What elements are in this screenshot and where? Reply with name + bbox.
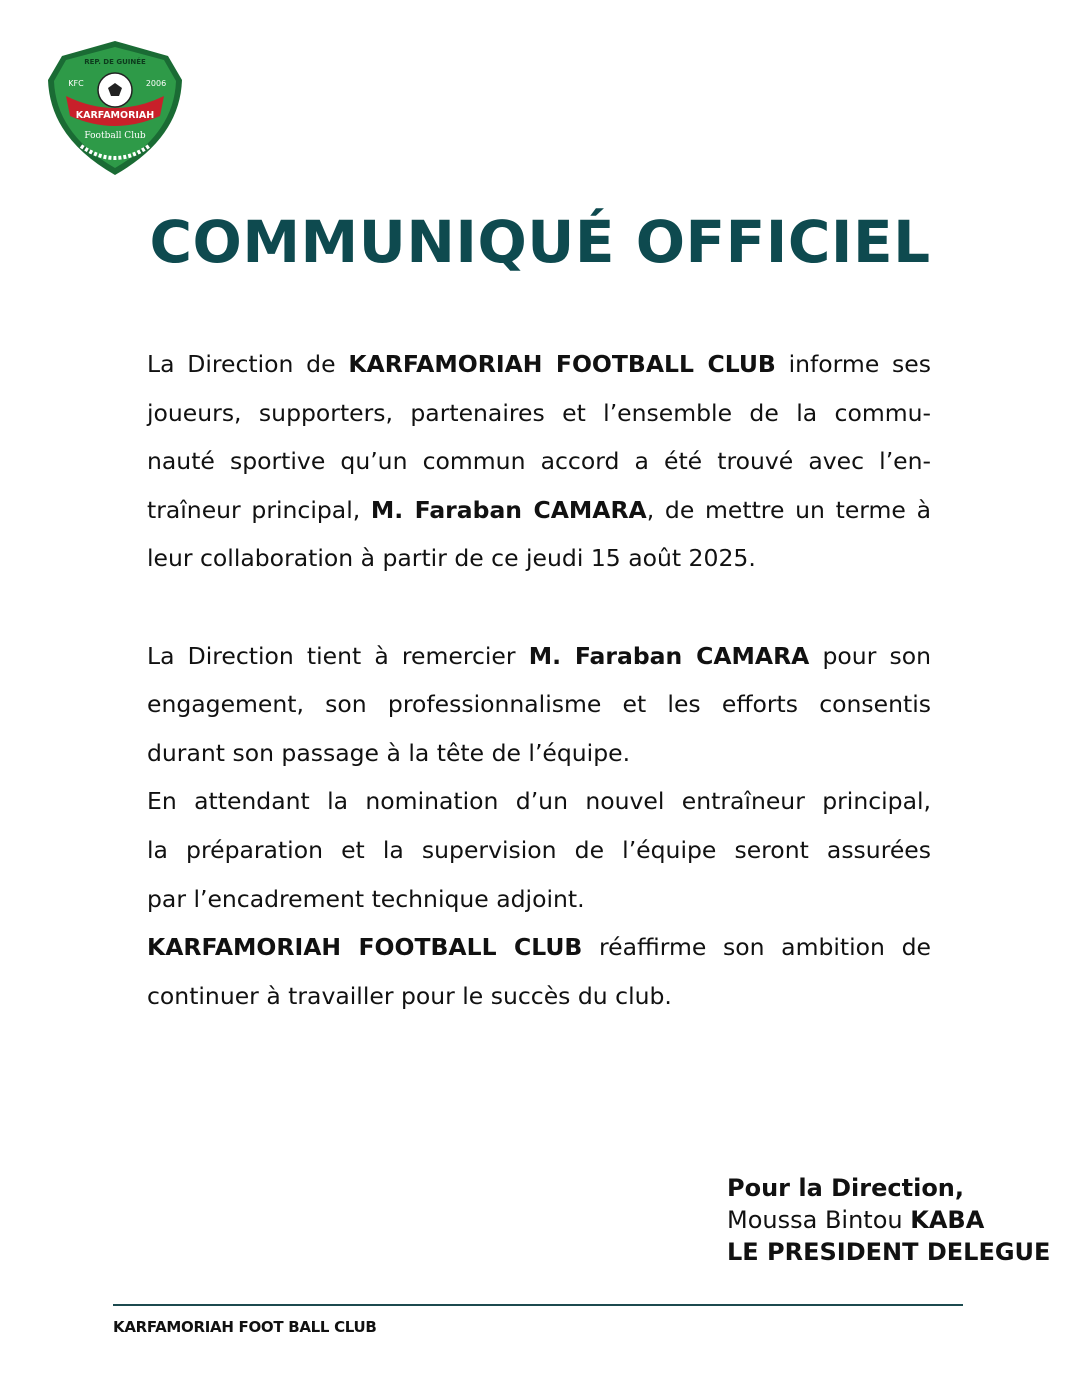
signatory-first-name: Moussa Bintou	[727, 1206, 911, 1234]
text-segment: traîneur principal,	[147, 495, 371, 524]
text-segment: par l’encadrement technique adjoint.	[147, 884, 585, 913]
bold-text: M. Faraban CAMARA	[528, 641, 810, 670]
body-line	[147, 923, 931, 972]
footer-club-name: KARFAMORIAH FOOT BALL CLUB	[113, 1318, 377, 1336]
body-line	[147, 680, 931, 729]
footer-divider	[113, 1304, 963, 1306]
text-segment: continuer à travailler pour le succès du club.	[147, 981, 672, 1010]
communique-body	[147, 340, 931, 1020]
body-line	[147, 826, 931, 875]
body-line	[147, 340, 931, 389]
text-segment: réaffirme son ambition de	[582, 933, 931, 962]
body-line	[147, 777, 931, 826]
body-line	[147, 972, 931, 1021]
paragraph-gap	[147, 583, 931, 632]
text-segment: En attendant la nomination d’un nouvel entraîneur principal,	[147, 787, 931, 816]
text-segment: , de mettre un terme à	[646, 495, 931, 524]
text-segment: engagement, son professionnalisme et les efforts consentis	[147, 690, 931, 719]
svg-text:2006: 2006	[145, 79, 167, 88]
text-segment: joueurs, supporters, partenaires et l’ensemble de la commu-	[147, 398, 931, 427]
svg-text:REP. DE GUINÉE: REP. DE GUINÉE	[84, 58, 146, 66]
body-line	[147, 729, 931, 778]
signatory-role: LE PRESIDENT DELEGUE	[727, 1238, 1051, 1266]
text-segment: pour son	[809, 641, 931, 670]
svg-text:KARFAMORIAH: KARFAMORIAH	[75, 110, 155, 121]
text-segment: nauté sportive qu’un commun accord a été trouvé avec l’en-	[147, 447, 931, 476]
text-segment: informe ses	[775, 350, 931, 378]
body-line	[147, 389, 931, 438]
bold-text: KARFAMORIAH FOOTBALL CLUB	[348, 350, 776, 378]
bold-text: KARFAMORIAH FOOTBALL CLUB	[147, 933, 583, 962]
body-line	[147, 437, 931, 486]
svg-text:Football Club: Football Club	[84, 131, 146, 141]
text-segment: La Direction de	[147, 350, 349, 378]
signatory-last-name: KABA	[910, 1206, 985, 1234]
body-line	[147, 875, 931, 924]
svg-text:KFC: KFC	[68, 79, 84, 88]
text-segment: La Direction tient à remercier	[147, 641, 529, 670]
body-line	[147, 486, 931, 535]
text-segment: leur collaboration à partir de ce jeudi 15 août 2025.	[147, 544, 756, 573]
signature-block	[727, 1172, 1050, 1268]
signature-heading: Pour la Direction,	[727, 1174, 965, 1202]
bold-text: M. Faraban CAMARA	[370, 495, 647, 524]
body-line	[147, 534, 931, 583]
text-segment: la préparation et la supervision de l’équipe seront assurées	[147, 835, 931, 864]
club-logo	[46, 38, 184, 178]
page-title: COMMUNIQUÉ OFFICIEL	[149, 208, 931, 276]
body-line	[147, 632, 931, 681]
text-segment: durant son passage à la tête de l’équipe.	[147, 738, 631, 767]
